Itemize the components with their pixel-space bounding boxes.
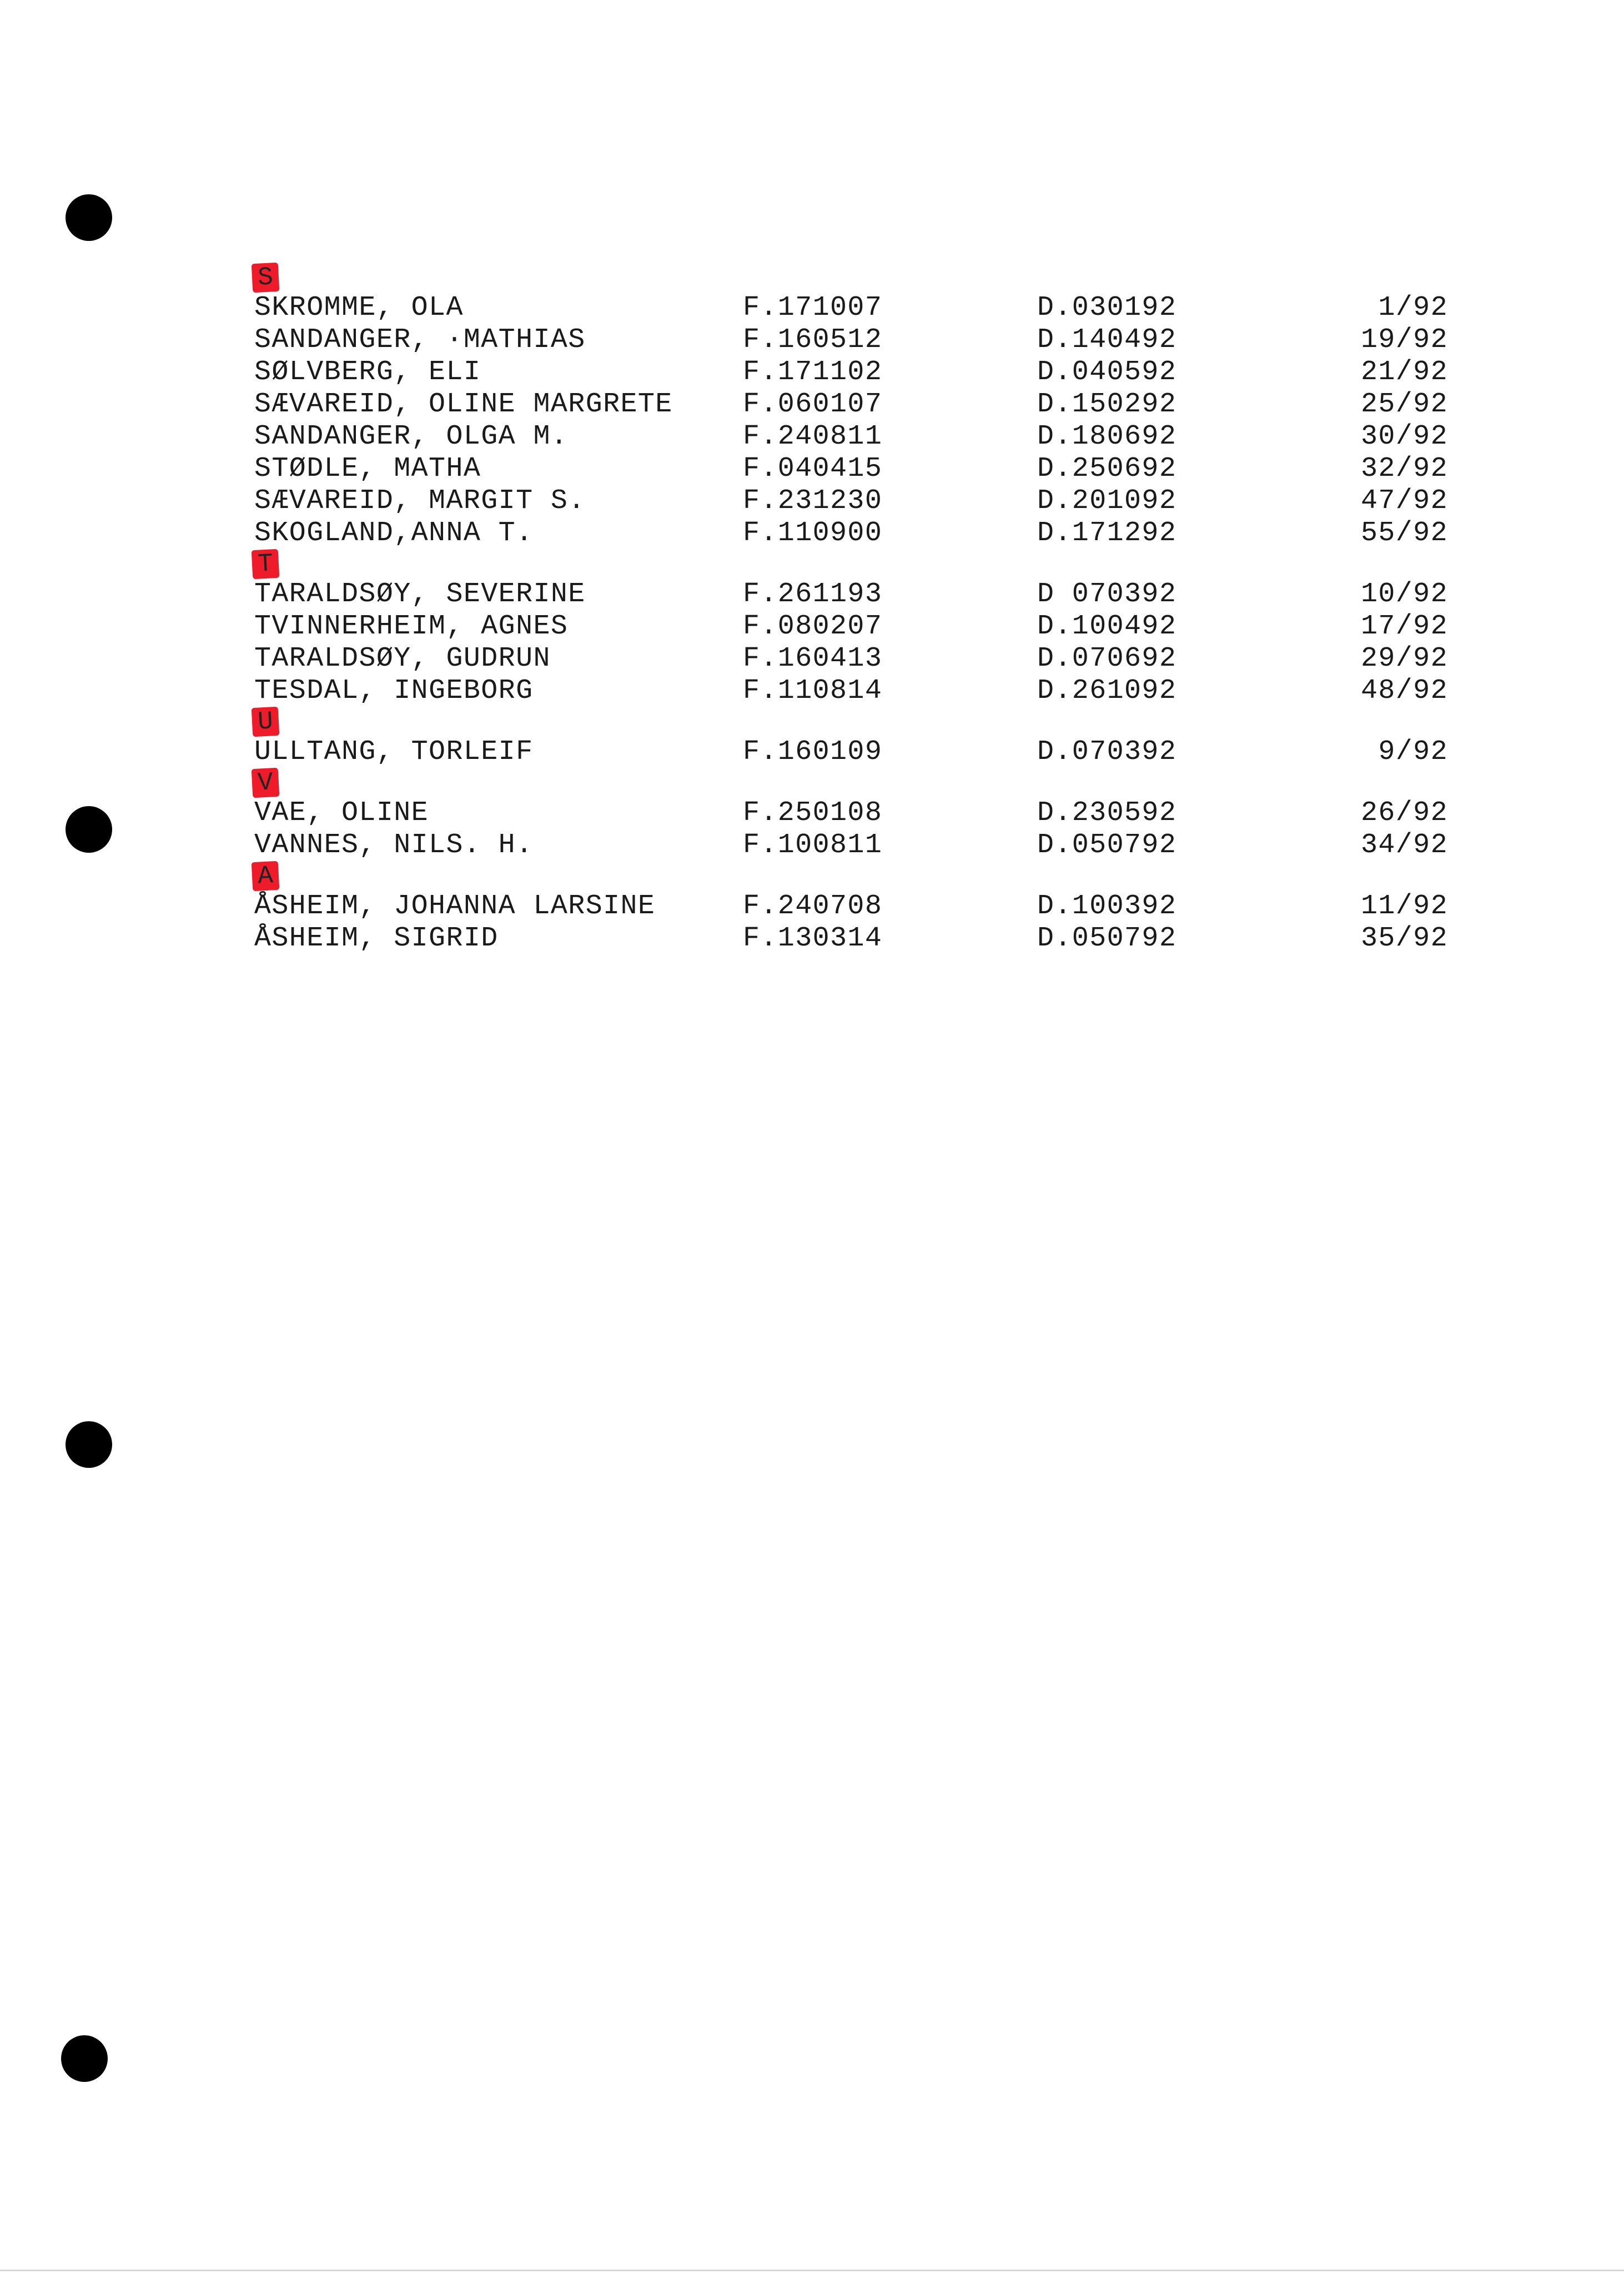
letter-tab: A (252, 861, 280, 891)
record-number: 47/92 (1360, 485, 1448, 517)
death-date: D.140492 (1037, 324, 1177, 356)
death-date: D.050792 (1037, 923, 1177, 954)
list-item (254, 829, 1448, 862)
list-item (254, 891, 1448, 923)
list-item (254, 611, 1448, 643)
birth-date: F.231230 (743, 485, 883, 517)
person-name: TARALDSØY, SEVERINE (254, 578, 586, 610)
section-v (254, 768, 1448, 862)
birth-date: F.261193 (743, 578, 883, 610)
list-item (254, 453, 1448, 485)
death-date: D.250692 (1037, 453, 1177, 485)
person-name: ÅSHEIM, JOHANNA LARSINE (254, 891, 656, 922)
death-date: D.150292 (1037, 389, 1177, 420)
death-date: D.171292 (1037, 517, 1177, 549)
death-register-list (254, 263, 1448, 955)
list-item (254, 389, 1448, 421)
birth-date: F.100811 (743, 829, 883, 861)
letter-tab: S (252, 263, 280, 293)
list-item (254, 797, 1448, 829)
record-number: 55/92 (1360, 517, 1448, 549)
birth-date: F.160413 (743, 643, 883, 675)
death-date: D.070692 (1037, 643, 1177, 675)
person-name: SKROMME, OLA (254, 292, 464, 324)
birth-date: F.171102 (743, 356, 883, 388)
record-number: 35/92 (1360, 923, 1448, 954)
section-a (254, 862, 1448, 955)
person-name: SÆVAREID, OLINE MARGRETE (254, 389, 673, 420)
record-number: 17/92 (1360, 611, 1448, 642)
punch-hole-4 (61, 2035, 108, 2082)
death-date: D.050792 (1037, 829, 1177, 861)
birth-date: F.240811 (743, 421, 883, 452)
section-u (254, 707, 1448, 768)
birth-date: F.080207 (743, 611, 883, 642)
person-name: ÅSHEIM, SIGRID (254, 923, 499, 954)
death-date: D.180692 (1037, 421, 1177, 452)
record-number: 32/92 (1360, 453, 1448, 485)
person-name: VAE, OLINE (254, 797, 429, 829)
list-item (254, 675, 1448, 707)
record-number: 29/92 (1360, 643, 1448, 675)
list-item (254, 643, 1448, 675)
section-t (254, 550, 1448, 707)
death-date: D.100392 (1037, 891, 1177, 922)
list-item (254, 578, 1448, 611)
list-item (254, 421, 1448, 453)
death-date: D.201092 (1037, 485, 1177, 517)
person-name: TVINNERHEIM, AGNES (254, 611, 569, 642)
letter-tab: T (252, 549, 280, 579)
person-name: VANNES, NILS. H. (254, 829, 534, 861)
person-name: SØLVBERG, ELI (254, 356, 481, 388)
record-number: 1/92 (1378, 292, 1448, 324)
birth-date: F.160109 (743, 736, 883, 768)
death-date: D 070392 (1037, 578, 1177, 610)
list-item (254, 324, 1448, 356)
record-number: 25/92 (1360, 389, 1448, 420)
section-s (254, 263, 1448, 550)
scan-edge-line (0, 2270, 1624, 2271)
list-item (254, 292, 1448, 324)
death-date: D.230592 (1037, 797, 1177, 829)
person-name: SÆVAREID, MARGIT S. (254, 485, 586, 517)
person-name: ULLTANG, TORLEIF (254, 736, 534, 768)
person-name: STØDLE, MATHA (254, 453, 481, 485)
record-number: 30/92 (1360, 421, 1448, 452)
death-date: D.100492 (1037, 611, 1177, 642)
list-item (254, 736, 1448, 768)
birth-date: F.040415 (743, 453, 883, 485)
record-number: 26/92 (1360, 797, 1448, 829)
list-item (254, 485, 1448, 517)
death-date: D.040592 (1037, 356, 1177, 388)
list-item (254, 356, 1448, 389)
birth-date: F.171007 (743, 292, 883, 324)
birth-date: F.250108 (743, 797, 883, 829)
punch-hole-2 (66, 806, 112, 853)
record-number: 9/92 (1378, 736, 1448, 768)
birth-date: F.240708 (743, 891, 883, 922)
person-name: TESDAL, INGEBORG (254, 675, 534, 707)
birth-date: F.060107 (743, 389, 883, 420)
letter-tab: U (252, 707, 280, 737)
record-number: 11/92 (1360, 891, 1448, 922)
letter-tab: V (252, 768, 280, 798)
list-item (254, 517, 1448, 550)
record-number: 19/92 (1360, 324, 1448, 356)
person-name: TARALDSØY, GUDRUN (254, 643, 551, 675)
list-item (254, 923, 1448, 955)
person-name: SKOGLAND,ANNA T. (254, 517, 534, 549)
record-number: 34/92 (1360, 829, 1448, 861)
punch-hole-1 (66, 194, 112, 241)
birth-date: F.160512 (743, 324, 883, 356)
birth-date: F.130314 (743, 923, 883, 954)
birth-date: F.110814 (743, 675, 883, 707)
punch-hole-3 (66, 1421, 112, 1468)
record-number: 21/92 (1360, 356, 1448, 388)
birth-date: F.110900 (743, 517, 883, 549)
death-date: D.030192 (1037, 292, 1177, 324)
death-date: D.261092 (1037, 675, 1177, 707)
record-number: 10/92 (1360, 578, 1448, 610)
person-name: SANDANGER, OLGA M. (254, 421, 569, 452)
record-number: 48/92 (1360, 675, 1448, 707)
person-name: SANDANGER, ·MATHIAS (254, 324, 586, 356)
death-date: D.070392 (1037, 736, 1177, 768)
